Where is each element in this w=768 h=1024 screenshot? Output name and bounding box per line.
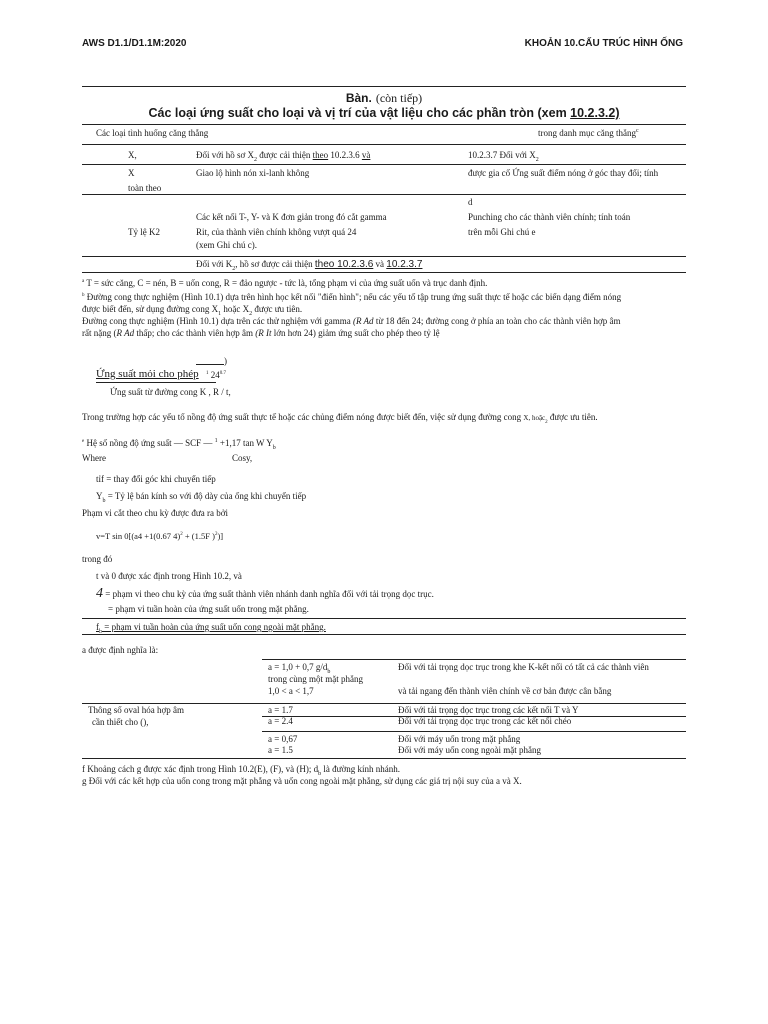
note-b-marker: b (82, 293, 85, 298)
scf-cosy: Cosy, (232, 453, 253, 463)
header-standard: AWS D1.1/D1.1M:2020 (82, 38, 187, 49)
row4-description (196, 259, 422, 272)
formula-curve: Ứng suất từ đường cong K , R / t, (110, 387, 231, 397)
scf-t-line: t và 0 được xác định trong Hình 10.2, và (96, 571, 242, 581)
scf-trong-do: trong đó (82, 554, 113, 564)
scf-yb-sub: b (102, 497, 106, 504)
row1-ref: 10.2.3.6 (328, 150, 362, 160)
row2-description: Giao lộ hình nón xi-lanh không (196, 168, 310, 178)
row2-category: được gia cố Ứng suất điểm nóng ở góc thay đổi; tính (468, 168, 659, 178)
note-b-text2: được biết đến, sử dụng đường cong X (82, 304, 219, 314)
row1-category-sub: 2 (535, 156, 539, 163)
alpha-rule-top (262, 659, 686, 660)
scf-line4-text: = phạm vi theo chu kỳ của ứng suất thành viên nhánh danh nghĩa đối với tải trọng dọc trục. (103, 589, 434, 599)
note-c-italic3: (R It (255, 328, 272, 338)
row3-description-2: Rit, của thành viên chính không vượt quá 24 (196, 227, 357, 237)
scf-line5: = phạm vi tuần hoàn của ứng suất uốn trong mặt phẳng. (108, 604, 309, 614)
alpha5-desc: Đối với máy uốn cong ngoài mặt phẳng (398, 745, 541, 755)
scf-rule2 (82, 634, 686, 635)
formula-label (96, 368, 199, 380)
table-title-line2 (0, 106, 768, 120)
alpha-rule-bottom (82, 758, 686, 759)
row1-category (468, 150, 539, 163)
alpha1-plane: trong cùng một mặt phẳng (268, 674, 363, 684)
note-a (82, 278, 487, 288)
table-top-rule (82, 86, 686, 87)
note-b-sub2: 2 (249, 310, 253, 317)
paragraph-d-sub: 2 (545, 419, 548, 425)
row1-text: Đối với hồ sơ X (196, 150, 255, 160)
table-title-continued: (còn tiếp) (375, 91, 423, 105)
alpha4-value: a = 0,67 (268, 734, 298, 744)
scf-yb-symbol: Y (96, 491, 103, 501)
note-c-text4: thấp; cho các thành viên hợp âm (134, 328, 256, 338)
row4-text-mid: , hồ sơ được cải thiện (235, 259, 315, 269)
scf-text: Hệ số nồng độ ứng suất — SCF — (86, 438, 213, 448)
note-e-marker: e (82, 439, 85, 444)
note-c-italic1: (R Ad (352, 316, 374, 326)
row3-category-2: trên mỗi Ghi chú e (468, 227, 536, 237)
paragraph-d-end: được ưu tiên. (547, 412, 598, 422)
row4-and: và (373, 259, 387, 269)
row3-category-1: Punching cho các thành viên chính; tính toán (468, 212, 631, 222)
alpha1-desc-1: Đối với tải trọng dọc trục trong khe K-kết nối có tất cả các thành viên (398, 662, 649, 672)
table-title-label: Bàn. (345, 91, 372, 105)
note-marker-d: d (468, 197, 473, 207)
scf-tif: tỉf = thay đổi góc khi chuyển tiếp (96, 474, 216, 484)
row1-category-text: 10.2.3.7 Đối với X (468, 150, 536, 160)
note-a-marker: a (82, 279, 85, 284)
scf-line4 (96, 584, 434, 602)
alpha3-desc: Đối với tải trọng dọc trục trong các kết nối chéo (398, 716, 572, 726)
scf-rule1 (82, 618, 686, 619)
shear-eq-part1: v=T sin 0[(a4 +1(0.67 4) (96, 531, 181, 541)
row1-type: X, (128, 150, 137, 160)
paragraph-d-small: X, hoặc (523, 414, 546, 422)
alpha1-desc-2: và tải ngang đến thành viên chính về cơ bản được cân bằng (398, 686, 612, 696)
note-c-line2 (82, 328, 440, 338)
footnote-f-end: là đường kính nhánh. (321, 764, 400, 774)
formula-value: $^1$ $24^{0.7}$ (206, 370, 226, 380)
row1-description (196, 150, 370, 163)
formula-fraction-bar (196, 364, 224, 365)
alpha3-value: a = 2.4 (268, 716, 293, 726)
alpha2-desc: Đối với tải trọng dọc trục trong các kết nối T và Y (398, 705, 579, 715)
alpha-rule-1 (82, 703, 686, 704)
note-a-text: T = sức căng, C = nén, B = uốn cong, R = đảo ngược - tức là, tổng phạm vi của ứng suất uốn và trục danh định. (86, 278, 488, 288)
row2-rule (82, 194, 686, 195)
column-header-situation: Các loại tình huống căng thẳng (96, 128, 209, 138)
formula-paren: ) (224, 356, 227, 366)
scf-text2: +1,17 tan W Y (217, 438, 273, 448)
note-b-line2 (82, 304, 302, 317)
paragraph-d-text: Trong trường hợp các yếu tố nồng độ ứng suất thực tế hoặc các chủng điểm nóng được biết đến, việc sử dụng đường cong (82, 412, 524, 422)
row3-description-3: (xem Ghi chú c). (196, 240, 257, 250)
row1-link-va[interactable]: và (361, 150, 371, 160)
scf-line6-symbol: f (96, 622, 99, 632)
note-c-italic2: R Ad (116, 328, 135, 338)
footnote-f-sub: b (318, 770, 322, 777)
shear-eq-part3: )] (217, 531, 224, 541)
scf-yb (96, 491, 306, 504)
row4-sub: 2 (232, 265, 236, 272)
note-b-text4: được ưu tiên. (252, 304, 303, 314)
scf-line6-sub: b (99, 628, 102, 635)
row4-link-ref2[interactable]: 10.2.3.7 (386, 259, 423, 270)
scf-line (82, 438, 276, 451)
row1-rule (82, 164, 686, 165)
footnote-g: g Đối với các kết hợp của uốn cong trong mặt phẳng và uốn cong ngoài mặt phẳng, sử dụng các giá trị nội suy của a và X. (82, 776, 522, 786)
header-rule (82, 144, 686, 145)
row3-description-1: Các kết nối T-, Y- và K đơn giản trong đó cắt gamma (196, 212, 387, 222)
table-title-line1 (0, 89, 768, 107)
shear-eq-sup1: 2 (180, 532, 183, 538)
header-section: KHOẢN 10.CẤU TRÚC HÌNH ỐNG (524, 38, 683, 49)
formula-label-text: Ứng suất mỏi cho phép (96, 368, 199, 380)
formula-underline (96, 382, 216, 383)
row1-link-theo[interactable]: theo (312, 150, 329, 160)
scf-line6-text: = phạm vi tuần hoàn của ứng suất uốn cong ngoài mặt phẳng. (102, 622, 326, 632)
table-title-ref-link[interactable]: 10.2.3.2) (570, 106, 620, 120)
alpha2-value: a = 1.7 (268, 705, 293, 715)
row3-type: Tỷ lệ K2 (128, 227, 160, 237)
row4-link-ref1[interactable]: theo 10.2.3.6 (314, 259, 374, 270)
scf-yb-text: = Tỷ lệ bán kính so với độ dày của ống khi chuyển tiếp (105, 491, 307, 501)
scf-where: Where (82, 453, 106, 463)
table-bottom-rule (82, 272, 686, 273)
alpha4-desc: Đối với máy uốn trong mặt phẳng (398, 734, 521, 744)
alpha5-value: a = 1.5 (268, 745, 293, 755)
scf-range: Phạm vi cắt theo chu kỳ được đưa ra bởi (82, 508, 228, 518)
note-c-line1 (82, 316, 621, 326)
alpha-left-label-2: cần thiết cho (), (92, 717, 149, 727)
formula-exponent: 0.7 (219, 371, 226, 376)
table-title-text: Các loại ứng suất cho loại và vị trí của vật liệu cho các phần tròn (xem (148, 106, 571, 120)
scf-line6 (96, 622, 326, 635)
shear-eq-sup2: 2 (214, 532, 218, 538)
formula-number: 24 (210, 370, 220, 380)
note-b-text3: hoặc X (221, 304, 250, 314)
alpha-defined: a được định nghĩa là: (82, 645, 159, 655)
scf-sup: 1 (214, 438, 218, 444)
alpha1-formula-text: a = 1,0 + 0,7 g/d (268, 662, 328, 672)
row2-type: X (128, 168, 135, 178)
alpha1-formula-sub: b (327, 668, 331, 675)
row2-type-cont: toàn theo (128, 183, 162, 193)
note-b-sub1: 1 (218, 310, 222, 317)
shear-eq-part2: + (1.5F ) (182, 531, 215, 541)
shear-equation (96, 531, 223, 541)
note-c-text2: từ 18 đến 24; đường cong ở phía an toàn cho các thành viên hợp âm (373, 316, 621, 326)
row4-text: Đối với K (196, 259, 233, 269)
row1-text-mid: được cải thiện (257, 150, 313, 160)
note-c-text5: lớn hơn 24) giảm ứng suất cho phép theo tỷ lệ (271, 328, 440, 338)
footnote-f (82, 764, 400, 777)
column-header-category (538, 128, 639, 138)
alpha-rule-3 (262, 731, 686, 732)
alpha1-range: 1,0 < a < 1,7 (268, 686, 314, 696)
note-b-text1: Đường cong thực nghiệm (Hình 10.1) dựa trên hình học kết nối "điển hình"; nếu các yếu tố tập trung ứng suất thực tế hoặc các biến dạng điểm nóng (86, 292, 622, 302)
note-b-line1 (82, 292, 621, 302)
scf-symbol-4: 4 (96, 586, 103, 601)
row1-sub: 2 (254, 156, 258, 163)
paragraph-d (82, 412, 598, 425)
scf-sub: b (272, 444, 276, 451)
note-marker-c: c (635, 128, 639, 134)
note-c-text3: rất nặng ( (82, 328, 117, 338)
alpha1-formula (268, 662, 330, 675)
alpha-left-label-1: Thông số oval hóa hợp âm (88, 705, 184, 715)
column-header-category-text: trong danh mục căng thẳng (538, 128, 636, 138)
title-rule (82, 124, 686, 125)
footnote-f-text: f Khoảng cách g được xác định trong Hình 10.2(E), (F), và (H); d (82, 764, 319, 774)
note-c-text1: Đường cong thực nghiệm (Hình 10.1) dựa trên các thử nghiệm với gamma (82, 316, 353, 326)
row3-rule (82, 256, 686, 257)
